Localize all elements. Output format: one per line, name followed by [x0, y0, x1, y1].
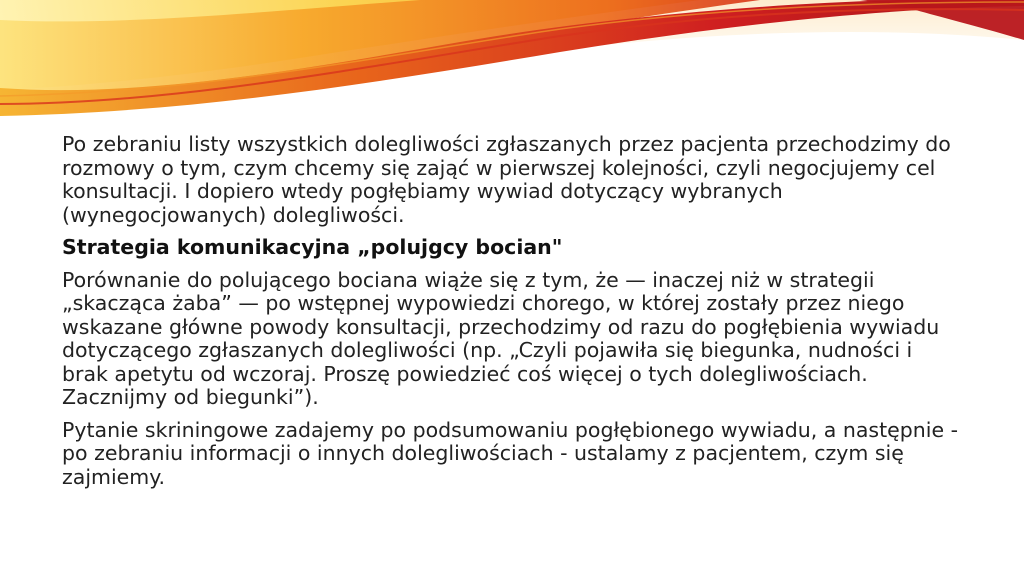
paragraph-intro: Po zebraniu listy wszystkich dolegliwości zgłaszanych przez pacjenta przechodzimy do rozmowy o tym, czym chcemy się zająć w pierwszej kolejności, czyli negocjujemy cel konsultacji. I dopiero wtedy pogłębiamy wywiad dotyczący wybranych (wynegocjowanych) dolegliwości.	[62, 132, 951, 227]
slide-body	[62, 133, 962, 498]
paragraph-comparison: Porównanie do polującego bociana wiąże się z tym, że — inaczej niż w strategii „skacząca żaba” — po wstępnej wypowiedzi chorego, w której zostały przez niego wskazane główne powody konsultacji, przechodzimy od razu do pogłębienia wywiadu dotyczącego zgłaszanych dolegliwości (np. „Czyli pojawiła się biegunka, nudności i brak apetytu od wczoraj. Proszę powiedzieć coś więcej o tych dolegliwościach. Zacznijmy od biegunki”).	[62, 267, 940, 409]
strategy-heading: Strategia komunikacyjna „polujgcy bocian"	[62, 235, 563, 259]
decorative-swoosh-banner	[0, 0, 1024, 130]
paragraph-screening: Pytanie skriningowe zadajemy po podsumowaniu pogłębionego wywiadu, a następnie - po zebraniu informacji o innych dolegliwościach - ustalamy z pacjentem, czym się zajmiemy.	[62, 417, 958, 489]
